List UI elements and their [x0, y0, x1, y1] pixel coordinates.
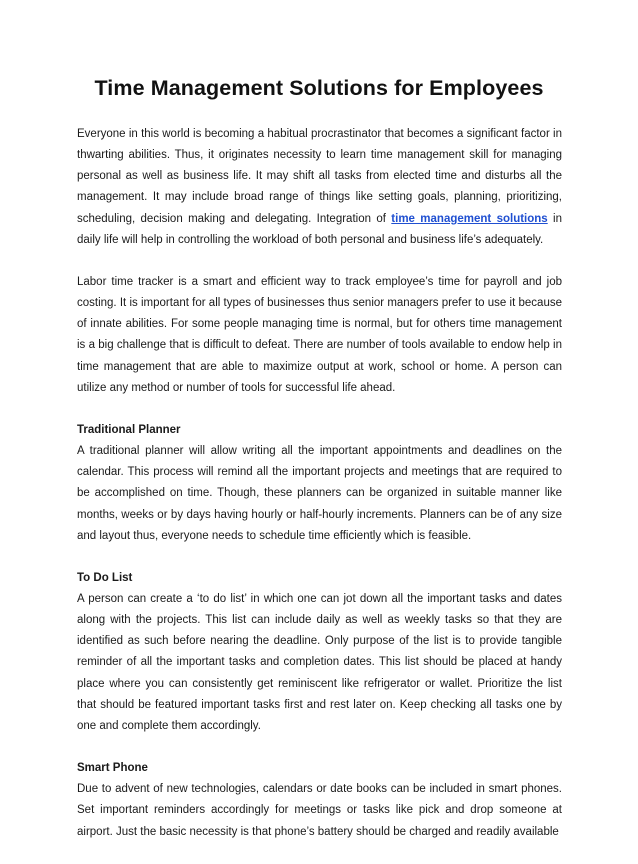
section-body: Due to advent of new technologies, calendars or date books can be included in smart phones. Set important reminders accordingly for meetings or tasks like pick and drop someone at airport. Just the basic necessity is that phone’s battery should be charged and readily available [77, 783, 562, 838]
section-heading: To Do List [77, 571, 133, 584]
document-title: Time Management Solutions for Employees [94, 76, 544, 100]
intro-text-after-link: in daily life will help in controlling the workload of both personal and business life’s adequately. [77, 212, 563, 246]
time-management-solutions-link[interactable]: time management solutions [391, 212, 548, 225]
intro-paragraph [77, 124, 562, 251]
section-body: A person can create a ‘to do list’ in which one can jot down all the important tasks and dates along with the projects. This list can include daily as well as weekly tasks so that they are identified as such before nearing the deadline. Only purpose of the list is to provide tangible reminder of all the important tasks and completion dates. This list should be placed at handy place where you can consistently get reminiscent like refrigerator or wallet. Prioritize the list that should be featured important tasks first and rest later on. Keep checking all tasks one by one and complete them accordingly. [77, 592, 562, 732]
section-to-do-list [77, 568, 562, 737]
section-smart-phone [77, 758, 562, 843]
document-body [77, 124, 562, 864]
section-traditional-planner [77, 420, 562, 547]
labor-time-tracker-paragraph: Labor time tracker is a smart and efficient way to track employee’s time for payroll and job costing. It is important for all types of businesses thus senior managers prefer to use it because of innate abilities. For some people managing time is normal, but for others time management is a big challenge that is difficult to defeat. There are number of tools available to endow help in time management that are able to maximize output at work, school or home. A person can utilize any method or number of tools for successful life ahead. [77, 275, 562, 394]
section-heading: Traditional Planner [77, 423, 181, 436]
section-body: A traditional planner will allow writing all the important appointments and deadlines on the calendar. This process will remind all the important projects and meetings that are required to be accomplished on time. Though, these planners can be organized in suitable manner like months, weeks or by days having hourly or half-hourly increments. Planners can be of any size and layout thus, everyone needs to schedule time efficiently which is feasible. [77, 445, 562, 542]
section-heading: Smart Phone [77, 762, 148, 775]
intro-text-before-link: Everyone in this world is becoming a habitual procrastinator that becomes a significant factor in thwarting abilities. Thus, it originates necessity to learn time management skill for managing personal as well as business life. It may shift all tasks from elected time and disturbs all the management. It may include broad range of things like setting goals, planning, prioritizing, scheduling, decision making and delegating. Integration of [77, 128, 562, 225]
